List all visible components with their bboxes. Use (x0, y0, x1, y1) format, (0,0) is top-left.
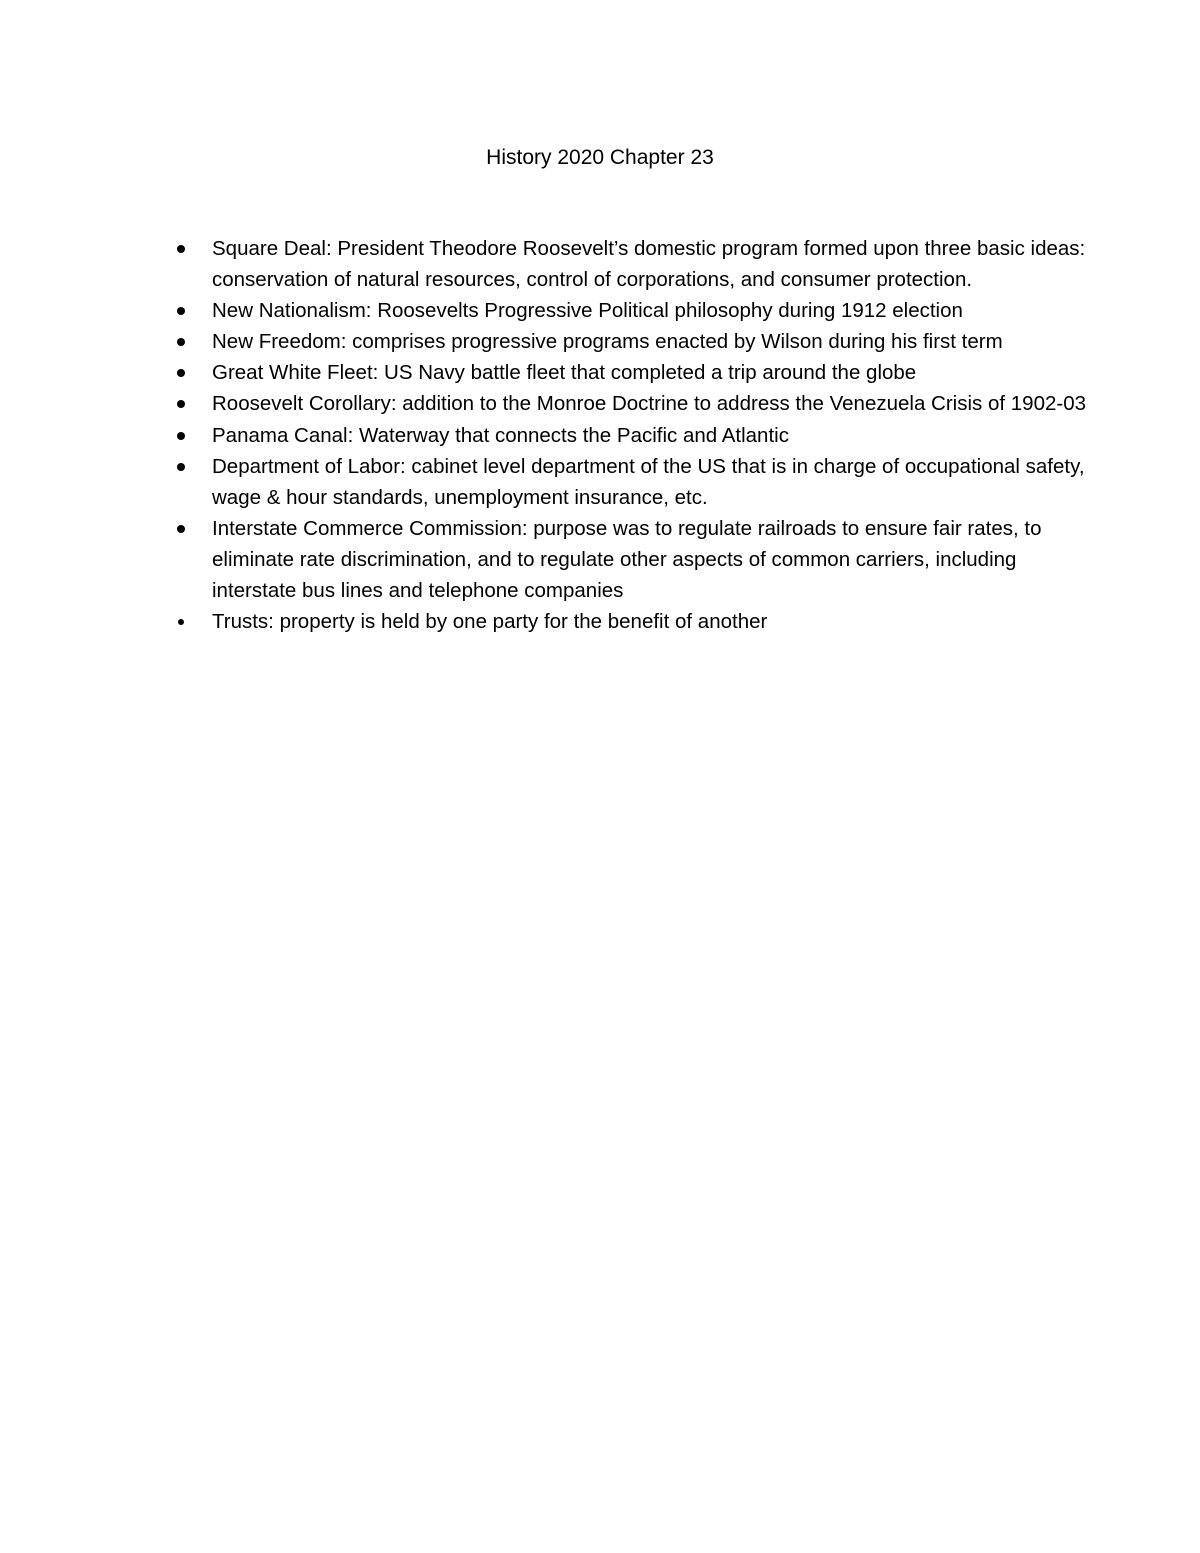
list-item (212, 606, 1092, 637)
bullet-icon (177, 338, 185, 346)
list-item (212, 357, 1092, 388)
list-item (212, 420, 1092, 451)
bullet-icon (177, 432, 185, 440)
document-title: History 2020 Chapter 23 (486, 146, 714, 169)
bullet-icon (177, 525, 185, 533)
bullet-icon (177, 307, 185, 315)
list-item (212, 295, 1092, 326)
list-item-text: Interstate Commerce Commission: purpose was to regulate railroads to ensure fair rates, to eliminate rate discrimination, and to regulate other aspects of common carriers, including interstate bus lines and telephone companies (212, 516, 1042, 603)
list-item-text: New Nationalism: Roosevelts Progressive Political philosophy during 1912 election (212, 299, 963, 323)
list-item-text: Great White Fleet: US Navy battle fleet that completed a trip around the globe (212, 361, 917, 385)
bullet-icon (177, 369, 185, 377)
bullet-icon (178, 619, 184, 625)
list-item-text: Trusts: property is held by one party for the benefit of another (212, 610, 768, 634)
list-item-text: Department of Labor: cabinet level department of the US that is in charge of occupational safety, wage & hour standards, unemployment insurance, etc. (212, 454, 1085, 509)
bullet-icon (177, 463, 185, 471)
list-item (212, 326, 1092, 357)
list-item-text: Panama Canal: Waterway that connects the Pacific and Atlantic (212, 423, 789, 447)
list-item (212, 513, 1092, 606)
term-list (212, 233, 1092, 637)
list-item (212, 388, 1092, 419)
bullet-icon (177, 245, 185, 253)
list-item (212, 451, 1092, 513)
list-item-text: Square Deal: President Theodore Roosevelt’s domestic program formed upon three basic ideas: conservation of natural resources, control of corporations, and consumer protection. (212, 237, 1086, 292)
list-item-text: Roosevelt Corollary: addition to the Monroe Doctrine to address the Venezuela Crisis of 1902-03 (212, 392, 1087, 416)
list-item (212, 233, 1092, 295)
bullet-icon (177, 400, 185, 408)
list-item-text: New Freedom: comprises progressive programs enacted by Wilson during his first term (212, 330, 1003, 354)
